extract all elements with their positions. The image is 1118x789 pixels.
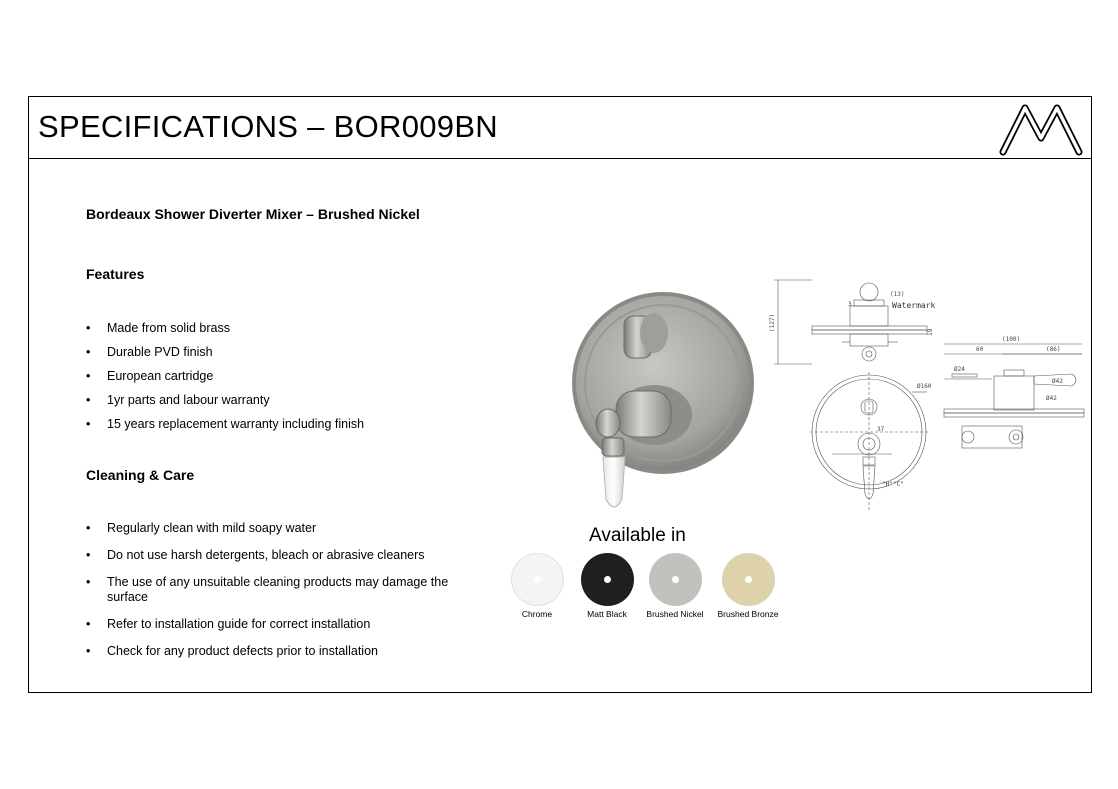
list-item — [86, 369, 446, 384]
available-in-heading: Available in — [589, 525, 686, 546]
swatch-hole-icon — [672, 576, 679, 583]
bullet-icon: • — [86, 521, 91, 535]
dim-label: (86) — [1046, 346, 1061, 353]
porcelain-lever — [603, 457, 625, 507]
feature-text: Durable PVD finish — [107, 345, 213, 359]
feature-text: 15 years replacement warranty including finish — [107, 417, 365, 431]
dim-label: (127) — [769, 313, 776, 332]
care-text: Check for any product defects prior to installation — [107, 644, 378, 658]
technical-drawing-side — [942, 334, 1087, 464]
brand-m-logo-icon — [999, 102, 1083, 156]
feature-text: European cartridge — [107, 369, 214, 383]
list-item — [86, 575, 452, 605]
finish-swatch-brushed-bronze — [688, 553, 808, 619]
swatch-hole-icon — [534, 576, 541, 583]
care-text: The use of any unsuitable cleaning products may damage the surface — [107, 575, 449, 604]
features-heading: Features — [86, 266, 145, 282]
finish-label: Matt Black — [587, 609, 627, 619]
list-item — [86, 548, 456, 563]
dim-label: (100) — [1002, 336, 1021, 343]
care-list — [86, 521, 456, 671]
bullet-icon: • — [86, 321, 91, 335]
finish-label: Chrome — [521, 609, 553, 619]
dim-label: (13) — [890, 291, 905, 298]
bullet-icon: • — [86, 617, 91, 631]
dim-label: "H""C" — [882, 481, 904, 488]
care-text: Regularly clean with mild soapy water — [107, 521, 317, 535]
product-image — [544, 253, 744, 517]
bullet-icon: • — [86, 393, 91, 407]
swatch-hole-icon — [604, 576, 611, 583]
list-item — [86, 321, 446, 336]
finish-color-circle — [722, 553, 775, 606]
bullet-icon: • — [86, 548, 91, 562]
list-item — [86, 345, 446, 360]
care-heading: Cleaning & Care — [86, 467, 195, 483]
page-title: SPECIFICATIONS – BOR009BN — [38, 109, 498, 144]
list-item — [86, 617, 456, 632]
finish-label: Brushed Bronze — [717, 609, 779, 619]
list-item — [86, 393, 446, 408]
bullet-icon: • — [86, 369, 91, 383]
dim-label: Watermark — [892, 301, 936, 310]
technical-drawing-front — [769, 272, 936, 517]
dim-label: Ø160 — [917, 383, 932, 390]
header-bar — [29, 97, 1091, 159]
dim-label: 3 — [848, 301, 852, 308]
feature-text: 1yr parts and labour warranty — [107, 393, 270, 407]
bullet-icon: • — [86, 345, 91, 359]
spec-sheet-frame — [28, 96, 1092, 693]
dim-label: 60 — [976, 346, 984, 353]
product-name: Bordeaux Shower Diverter Mixer – Brushed Nickel — [86, 206, 420, 222]
dim-label: Ø42 — [1052, 378, 1063, 385]
dim-label: Ø24 — [954, 366, 965, 373]
dim-label: 19 — [927, 328, 934, 336]
list-item — [86, 521, 456, 536]
bullet-icon: • — [86, 644, 91, 658]
list-item — [86, 417, 446, 432]
care-text: Do not use harsh detergents, bleach or abrasive cleaners — [107, 548, 425, 562]
dim-label: 37 — [877, 426, 885, 433]
care-text: Refer to installation guide for correct installation — [107, 617, 371, 631]
dim-label: Ø42 — [1046, 395, 1057, 402]
swatch-hole-icon — [745, 576, 752, 583]
feature-text: Made from solid brass — [107, 321, 230, 335]
list-item — [86, 644, 456, 659]
bullet-icon: • — [86, 575, 91, 589]
features-list — [86, 321, 446, 441]
finish-label: Brushed Nickel — [646, 609, 704, 619]
bullet-icon: • — [86, 417, 91, 431]
